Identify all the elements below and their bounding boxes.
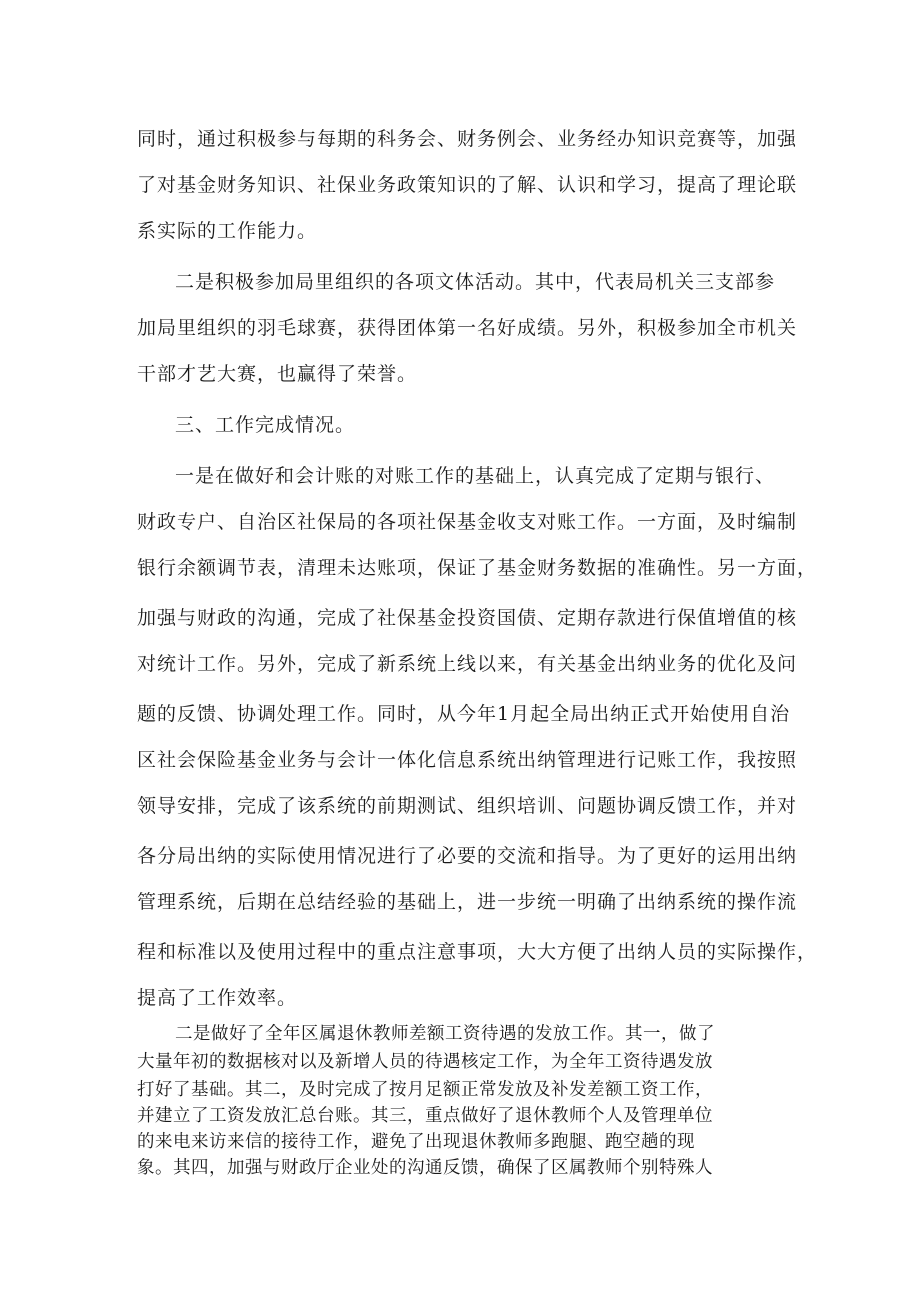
- paragraph-line: 加局里组织的羽毛球赛，获得团体第一名好成绩。另外，积极参加全市机关: [137, 317, 798, 339]
- paragraph-line: 领导安排，完成了该系统的前期测试、组织培训、问题协调反馈工作，并对: [137, 795, 798, 817]
- paragraph-line: 对统计工作。另外，完成了新系统上线以来，有关基金出纳业务的优化及问: [137, 653, 798, 675]
- paragraph-line: 二是做好了全年区属退休教师差额工资待遇的发放工作。其一，做了: [175, 1024, 715, 1044]
- paragraph-line: 二是积极参加局里组织的各项文体活动。其中，代表局机关三支部参: [175, 271, 776, 293]
- paragraph-line: 管理系统，后期在总结经验的基础上，进一步统一明确了出纳系统的操作流: [137, 891, 798, 913]
- paragraph-line: 象。其四，加强与财政厅企业处的沟通反馈，确保了区属教师个别特殊人: [137, 1158, 713, 1178]
- paragraph-line: 财政专户、自治区社保局的各项社保基金收支对账工作。一方面，及时编制: [137, 511, 798, 533]
- paragraph-line: 程和标准以及使用过程中的重点注意事项，大大方便了出纳人员的实际操作，: [137, 941, 818, 963]
- paragraph-line: 提高了工作效率。: [137, 987, 298, 1009]
- paragraph-line: 区社会保险基金业务与会计一体化信息系统出纳管理进行记账工作，我按照: [137, 749, 798, 771]
- paragraph-line: 系实际的工作能力。: [137, 220, 318, 242]
- paragraph-line: 的来电来访来信的接待工作，避免了出现退休教师多跑腿、跑空趟的现: [137, 1132, 695, 1152]
- paragraph-line: 加强与财政的沟通，完成了社保基金投资国债、定期存款进行保值增值的核: [137, 607, 798, 629]
- paragraph-line: 同时，通过积极参与每期的科务会、财务例会、业务经办知识竞赛等，加强: [137, 128, 798, 150]
- paragraph-line: 干部才艺大赛，也赢得了荣誉。: [137, 363, 418, 385]
- paragraph-line: 一是在做好和会计账的对账工作的基础上，认真完成了定期与银行、: [175, 465, 776, 487]
- paragraph-line: 银行余额调节表，清理未达账项，保证了基金财务数据的准确性。另一方面，: [137, 557, 818, 579]
- section-heading: 三、工作完成情况。: [175, 414, 356, 436]
- paragraph-line: 题的反馈、协调处理工作。同时，从今年1月起全局出纳正式开始使用自治: [137, 703, 791, 725]
- paragraph-line: 大量年初的数据核对以及新增人员的待遇核定工作，为全年工资待遇发放: [137, 1052, 713, 1072]
- paragraph-line: 各分局出纳的实际使用情况进行了必要的交流和指导。为了更好的运用出纳: [137, 845, 798, 867]
- paragraph-line: 了对基金财务知识、社保业务政策知识的了解、认识和学习，提高了理论联: [137, 174, 798, 196]
- paragraph-line: 打好了基础。其二，及时完成了按月足额正常发放及补发差额工资工作，: [137, 1080, 713, 1100]
- paragraph-line: 并建立了工资发放汇总台账。其三，重点做好了退休教师个人及管理单位: [137, 1106, 713, 1126]
